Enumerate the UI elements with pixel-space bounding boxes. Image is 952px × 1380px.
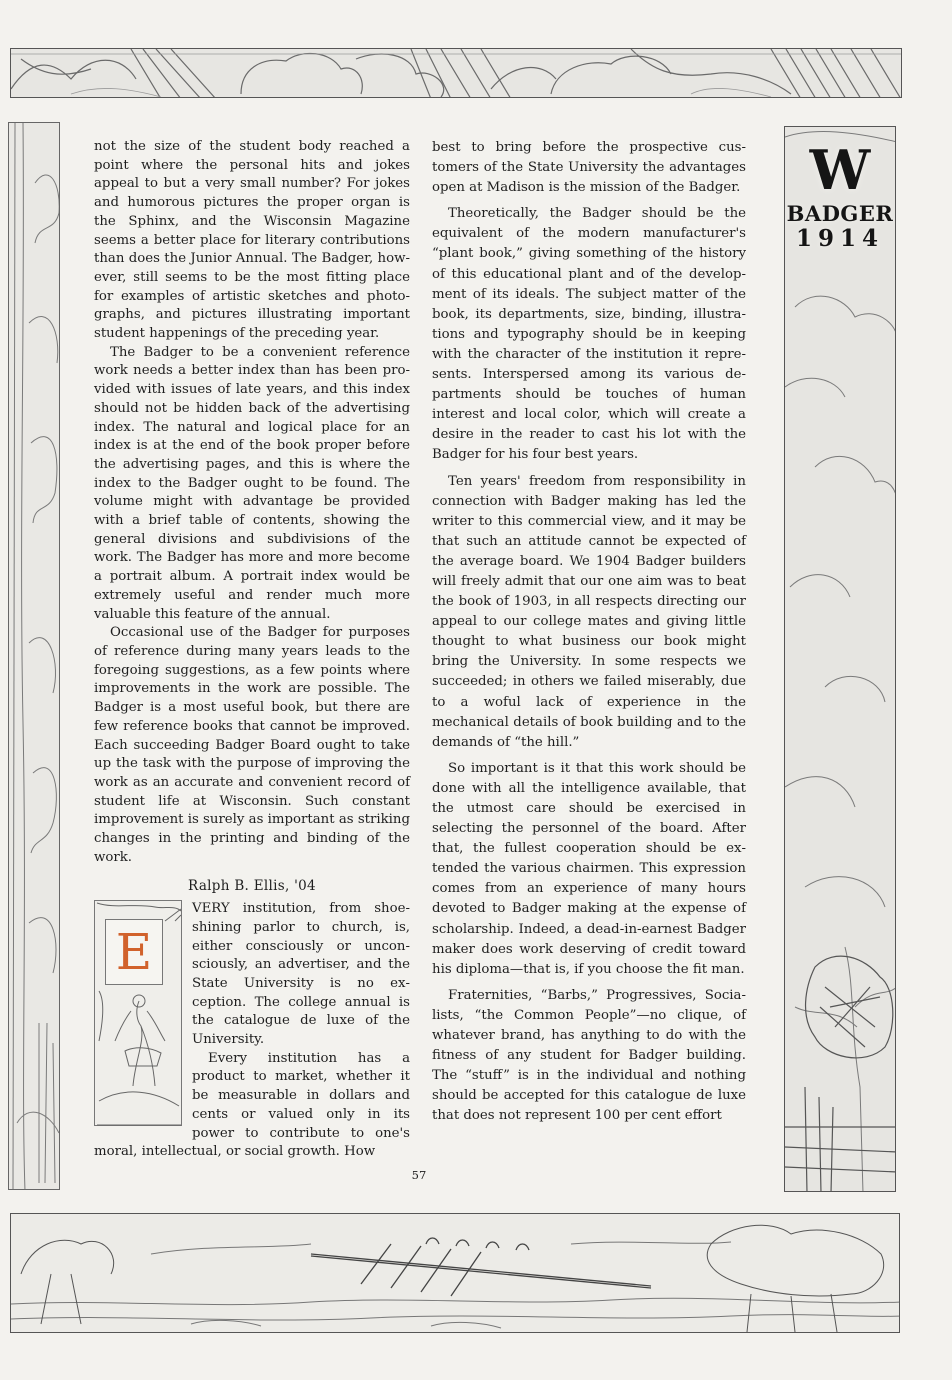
paragraph: Occasional use of the Badger for purposes of reference during many years leads to the foregoing suggestions, as a few points where improvements in the work are possible. The Badger is a most useful book, but there are few reference books that cannot be improved. Each succeeding Badger Board ought to take up the task with the purpose of improving the work as an accurate and convenient record of student life at Wisconsin. Such constant improvement is surely as important as striking changes in the printing and binding of the work. <box>94 625 410 865</box>
emblem-name: BADGER <box>786 201 894 226</box>
author-byline: Ralph B. Ellis, '04 <box>188 878 316 895</box>
paragraph: So important is it that this work should be done with all the intelligence available, that the utmost care should be exercised in selecting the personnel of the board. After that, the fullest cooperation should be extended the various chairmen. This expression comes from an experience of many hours devoted to Badger making at the expense of scholarship. Indeed, a dead-in-earnest Badger maker does work deserving of credit toward his diploma—that is, if you choose the fit man. <box>432 760 746 977</box>
emblem-letter: W <box>809 138 871 202</box>
paragraph: Ten years' freedom from responsibility in connection with Badger making has led the writer to this commercial view, and it may be that such an attitude cannot be expected of the average board. We 1904 Badger builders will freely admit that our one aim was to beat the book of 1903, in all respects directing our appeal to our college mates and giving little thought to what business our book might bring the University. In some respects we succeeded; in others we failed miserably, due to a woful lack of experience in the mechanical details of book building and to the demands of “the hill.” <box>432 473 746 750</box>
rowing-scene-illustration <box>11 1214 900 1333</box>
left-text-column <box>94 138 410 1162</box>
dropcap-letter: E <box>105 919 163 985</box>
emblem-year: 1914 <box>795 225 884 252</box>
paragraph: Every institution has a product to market, whether it be measurable in dollars and cents or valued only in its power to contribute to one's moral, intellectual, or social growth. How <box>94 1050 410 1160</box>
right-text-column <box>432 138 746 1133</box>
clouds-and-trees-illustration <box>11 49 902 98</box>
right-decorative-panel <box>784 126 896 1192</box>
paragraph: not the size of the student body reached a point where the personal hits and jokes appeal to but a very small number? For jokes and humorous pictures the proper organ is the Sphinx, and the Wisconsin Magazine seems a better place for literary contributions than does the Junior Annual. The Badger, however, still seems to be the most fitting place for examples of artistic sketches and photographs, and pictures illustrating important student happenings of the preceding year. <box>94 139 410 342</box>
ellis-essay <box>94 900 410 1162</box>
paragraph: VERY institution, from shoeshining parlor to church, is, either consciously or unconsciously, an advertiser, and the State University is no exception. The college annual is the catalogue de luxe of the University. <box>192 901 410 1048</box>
footer-banner <box>10 1213 900 1333</box>
paragraph: best to bring before the prospective customers of the State University the advantages open at Madison is the mission of the Badger. <box>432 140 746 196</box>
page-number: 57 <box>411 1168 427 1182</box>
header-banner <box>10 48 902 98</box>
landscape-illustration <box>785 127 896 1192</box>
paragraph: Fraternities, “Barbs,” Progressives, Socialists, “the Common People”—no clique, of whatever brand, has anything to do with the fitness of any student for Badger building. The “stuff” is in the individual and nothing should be accepted for this catalogue de luxe that does not represent 100 per cent effort <box>432 987 746 1124</box>
trees-and-clouds-illustration <box>9 123 60 1190</box>
left-decorative-border <box>8 122 60 1190</box>
paragraph: The Badger to be a convenient reference work needs a better index than has been provided with issues of late years, and this index should not be hidden back of the advertising index. The natural and logical place for an index is at the end of the book proper before the advertising pages, and this is where the index to the Badger ought to be found. The volume might with advantage be provided with a brief table of contents, showing the general divisions and subdivisions of the work. The Badger has more and more become a portrait album. A portrait index would be extremely useful and render much more valuable this feature of the annual. <box>94 344 410 622</box>
paragraph: Theoretically, the Badger should be the equivalent of the modern manufacturer's “plant book,” giving something of the history of this educational plant and of the development of its ideals. The subject matter of the book, its departments, size, binding, illustrations and typography should be in keeping with the character of the institution it represents. Interspersed among its various departments should be touches of human interest and local color, which will create a desire in the reader to cast his lot with the Badger for his four best years. <box>432 206 746 463</box>
dropcap-illustration <box>94 900 182 1126</box>
